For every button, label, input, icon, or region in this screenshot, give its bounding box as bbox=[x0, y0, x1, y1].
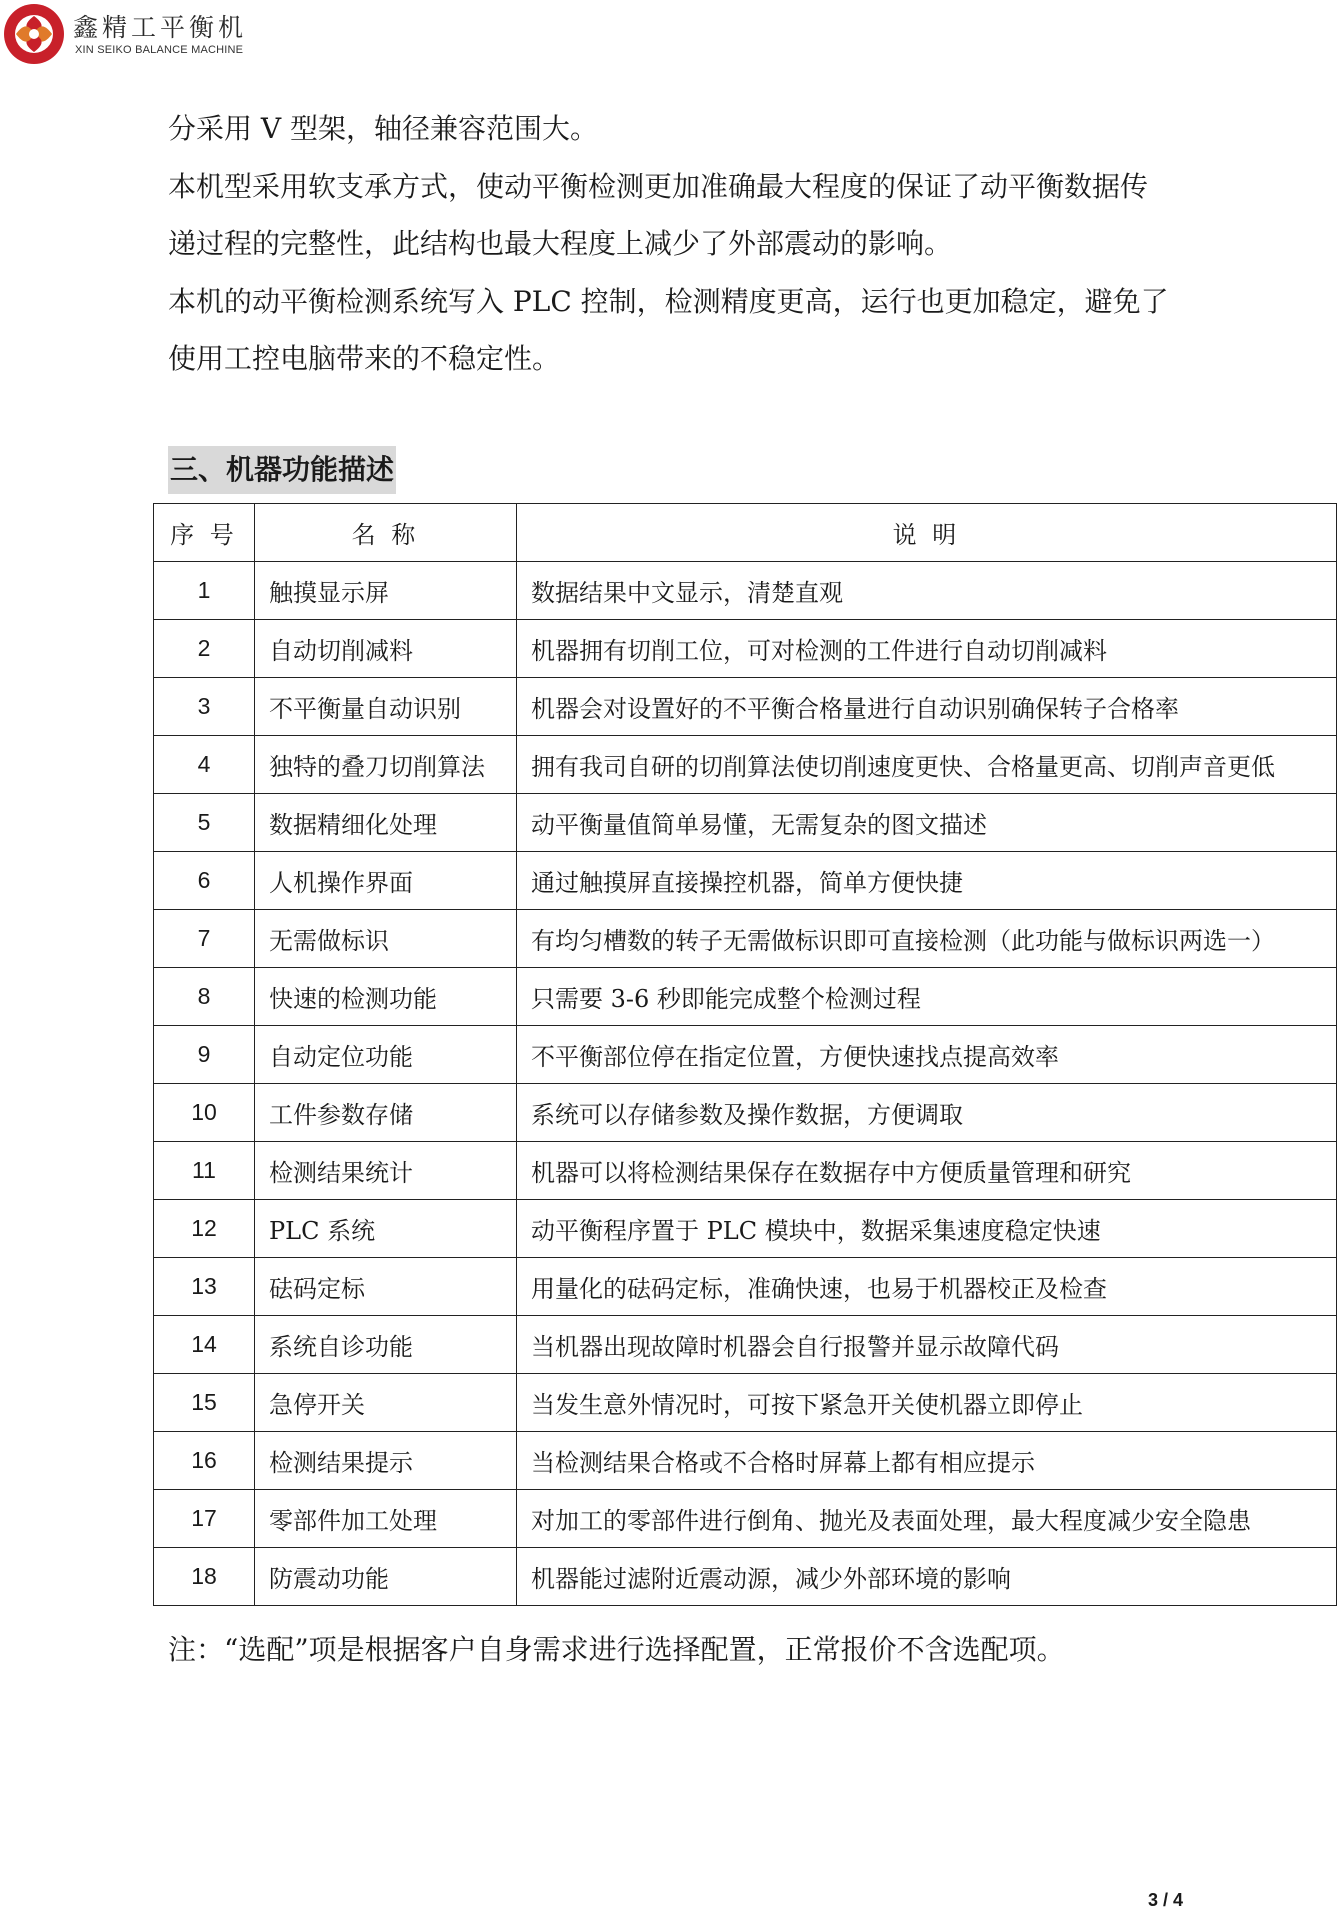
cell-desc: 对加工的零部件进行倒角、抛光及表面处理，最大程度减少安全隐患 bbox=[517, 1490, 1337, 1548]
section-title: 三、机器功能描述 bbox=[168, 446, 396, 494]
table-row bbox=[154, 562, 1337, 620]
intro-line: 本机的动平衡检测系统写入 PLC 控制，检测精度更高，运行也更加稳定，避免了 bbox=[168, 284, 1169, 318]
cell-name: 无需做标识 bbox=[255, 910, 517, 968]
cell-no: 13 bbox=[154, 1258, 255, 1316]
cell-desc: 只需要 3-6 秒即能完成整个检测过程 bbox=[517, 968, 1337, 1026]
cell-name: 检测结果统计 bbox=[255, 1142, 517, 1200]
table-row bbox=[154, 678, 1337, 736]
table-row bbox=[154, 910, 1337, 968]
cell-no: 18 bbox=[154, 1548, 255, 1606]
table-row bbox=[154, 1316, 1337, 1374]
cell-desc: 有均匀槽数的转子无需做标识即可直接检测（此功能与做标识两选一） bbox=[517, 910, 1337, 968]
table-row bbox=[154, 1548, 1337, 1606]
cell-desc: 机器可以将检测结果保存在数据存中方便质量管理和研究 bbox=[517, 1142, 1337, 1200]
cell-name: PLC 系统 bbox=[255, 1200, 517, 1258]
cell-desc: 不平衡部位停在指定位置，方便快速找点提高效率 bbox=[517, 1026, 1337, 1084]
cell-no: 10 bbox=[154, 1084, 255, 1142]
company-name-cn: 鑫精工平衡机 bbox=[73, 13, 248, 42]
table-row bbox=[154, 1490, 1337, 1548]
cell-desc: 动平衡程序置于 PLC 模块中，数据采集速度稳定快速 bbox=[517, 1200, 1337, 1258]
cell-no: 15 bbox=[154, 1374, 255, 1432]
cell-desc: 系统可以存储参数及操作数据，方便调取 bbox=[517, 1084, 1337, 1142]
table-row bbox=[154, 1258, 1337, 1316]
table-row bbox=[154, 794, 1337, 852]
cell-name: 零部件加工处理 bbox=[255, 1490, 517, 1548]
cell-no: 14 bbox=[154, 1316, 255, 1374]
cell-desc: 机器会对设置好的不平衡合格量进行自动识别确保转子合格率 bbox=[517, 678, 1337, 736]
cell-name: 急停开关 bbox=[255, 1374, 517, 1432]
cell-no: 3 bbox=[154, 678, 255, 736]
cell-no: 2 bbox=[154, 620, 255, 678]
cell-no: 9 bbox=[154, 1026, 255, 1084]
page-header bbox=[0, 0, 400, 72]
cell-no: 7 bbox=[154, 910, 255, 968]
intro-line: 使用工控电脑带来的不稳定性。 bbox=[168, 342, 561, 376]
cell-desc: 当发生意外情况时，可按下紧急开关使机器立即停止 bbox=[517, 1374, 1337, 1432]
cell-no: 17 bbox=[154, 1490, 255, 1548]
cell-name: 不平衡量自动识别 bbox=[255, 678, 517, 736]
cell-desc: 拥有我司自研的切削算法使切削速度更快、合格量更高、切削声音更低 bbox=[517, 736, 1337, 794]
table-row bbox=[154, 1142, 1337, 1200]
cell-name: 防震动功能 bbox=[255, 1548, 517, 1606]
cell-name: 独特的叠刀切削算法 bbox=[255, 736, 517, 794]
cell-name: 触摸显示屏 bbox=[255, 562, 517, 620]
table-row bbox=[154, 620, 1337, 678]
intro-line: 递过程的完整性，此结构也最大程度上减少了外部震动的影响。 bbox=[168, 227, 953, 261]
table-row bbox=[154, 1200, 1337, 1258]
cell-no: 8 bbox=[154, 968, 255, 1026]
feature-table bbox=[153, 503, 1337, 1606]
table-row bbox=[154, 1084, 1337, 1142]
cell-no: 1 bbox=[154, 562, 255, 620]
cell-desc: 机器拥有切削工位，可对检测的工件进行自动切削减料 bbox=[517, 620, 1337, 678]
table-row bbox=[154, 968, 1337, 1026]
table-row bbox=[154, 1374, 1337, 1432]
cell-desc: 用量化的砝码定标，准确快速，也易于机器校正及检查 bbox=[517, 1258, 1337, 1316]
cell-desc: 动平衡量值简单易懂，无需复杂的图文描述 bbox=[517, 794, 1337, 852]
cell-no: 5 bbox=[154, 794, 255, 852]
cell-no: 4 bbox=[154, 736, 255, 794]
intro-paragraph bbox=[168, 100, 1208, 388]
cell-name: 自动定位功能 bbox=[255, 1026, 517, 1084]
cell-name: 快速的检测功能 bbox=[255, 968, 517, 1026]
table-row bbox=[154, 736, 1337, 794]
intro-line: 本机型采用软支承方式，使动平衡检测更加准确最大程度的保证了动平衡数据传 bbox=[168, 169, 1149, 203]
table-header-row bbox=[154, 504, 1337, 562]
cell-desc: 通过触摸屏直接操控机器，简单方便快捷 bbox=[517, 852, 1337, 910]
table-row bbox=[154, 852, 1337, 910]
footnote: 注：“选配”项是根据客户自身需求进行选择配置，正常报价不含选配项。 bbox=[168, 1633, 1065, 1666]
cell-name: 砝码定标 bbox=[255, 1258, 517, 1316]
company-name-en: XIN SEIKO BALANCE MACHINE bbox=[75, 44, 244, 56]
table-row bbox=[154, 1026, 1337, 1084]
header-desc: 说 明 bbox=[517, 504, 1337, 562]
cell-name: 系统自诊功能 bbox=[255, 1316, 517, 1374]
cell-desc: 机器能过滤附近震动源，减少外部环境的影响 bbox=[517, 1548, 1337, 1606]
cell-no: 12 bbox=[154, 1200, 255, 1258]
intro-line: 分采用 V 型架，轴径兼容范围大。 bbox=[168, 112, 599, 145]
logo-icon bbox=[2, 2, 66, 66]
cell-name: 数据精细化处理 bbox=[255, 794, 517, 852]
cell-no: 6 bbox=[154, 852, 255, 910]
cell-no: 16 bbox=[154, 1432, 255, 1490]
table-row bbox=[154, 1432, 1337, 1490]
page-number: 3 / 4 bbox=[1148, 1890, 1184, 1910]
header-name: 名 称 bbox=[255, 504, 517, 562]
cell-desc: 当检测结果合格或不合格时屏幕上都有相应提示 bbox=[517, 1432, 1337, 1490]
cell-desc: 数据结果中文显示，清楚直观 bbox=[517, 562, 1337, 620]
cell-no: 11 bbox=[154, 1142, 255, 1200]
cell-name: 工件参数存储 bbox=[255, 1084, 517, 1142]
header-no: 序 号 bbox=[154, 504, 255, 562]
cell-desc: 当机器出现故障时机器会自行报警并显示故障代码 bbox=[517, 1316, 1337, 1374]
cell-name: 自动切削减料 bbox=[255, 620, 517, 678]
cell-name: 检测结果提示 bbox=[255, 1432, 517, 1490]
cell-name: 人机操作界面 bbox=[255, 852, 517, 910]
